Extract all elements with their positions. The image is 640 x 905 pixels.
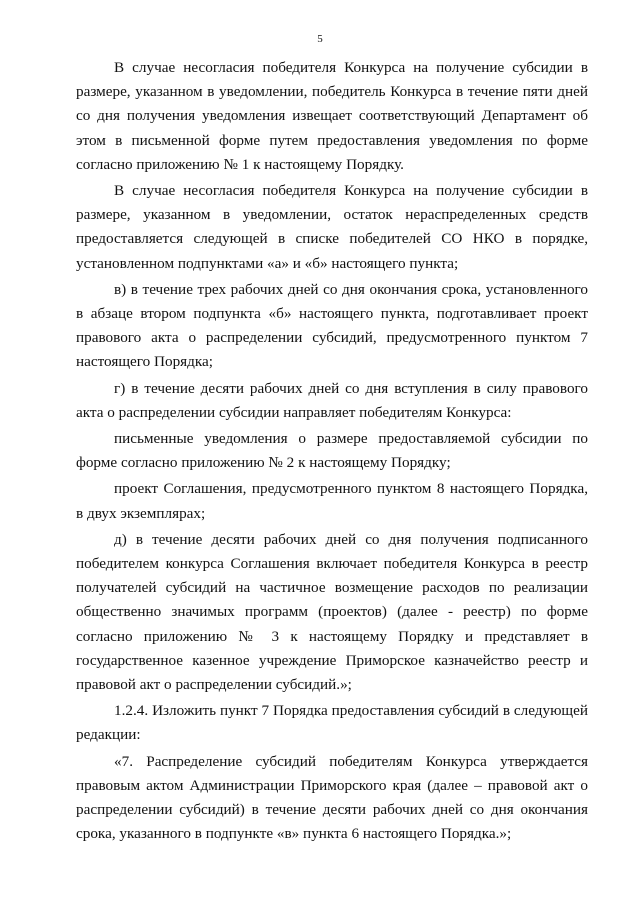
paragraph: г) в течение десяти рабочих дней со дня вступления в силу правового акта о распределении субсидии направляет победителям Конкурса: (76, 379, 588, 421)
paragraph: 1.2.4. Изложить пункт 7 Порядка предоставления субсидий в следующей редакции: (76, 702, 588, 744)
paragraph: в) в течение трех рабочих дней со дня окончания срока, установленного в абзаце втором подпункта «б» настоящего пункта, подготавливает проект правового акта о распределении субсидий, предусмотренного пунктом 7 настоящего Порядка; (76, 280, 588, 371)
paragraph: проект Соглашения, предусмотренного пунктом 8 настоящего Порядка, в двух экземплярах; (76, 480, 588, 522)
paragraph: письменные уведомления о размере предоставляемой субсидии по форме согласно приложению № 2 к настоящему Порядку; (76, 430, 588, 472)
page-number: 5 (317, 33, 323, 45)
paragraph: В случае несогласия победителя Конкурса на получение субсидии в размере, указанном в уведомлении, победитель Конкурса в течение пяти дней со дня получения уведомления извещает соответствующий Департамент об этом в письменной форме путем предоставления уведомления по форме согласно приложению № 1 к настоящему Порядку. (76, 59, 588, 173)
paragraph: В случае несогласия победителя Конкурса на получение субсидии в размере, указанном в уведомлении, остаток нераспределенных средств предоставляется следующей в списке победителей СО НКО в порядке, установленном подпунктами «а» и «б» настоящего пункта; (76, 182, 588, 272)
paragraph: «7. Распределение субсидий победителям Конкурса утверждается правовым актом Администрации Приморского края (далее – правовой акт о распределении субсидий) в течение десяти рабочих дней со дня окончания срока, указанного в подпункте «в» пункта 6 настоящего Порядка.»; (76, 752, 588, 843)
paragraph: д) в течение десяти рабочих дней со дня получения подписанного победителем конкурса Соглашения включает победителя Конкурса в реестр получателей субсидий на частичное возмещение расходов по реализации общественно значимых программ (проектов) (далее - реестр) по форме согласно приложению № 3 к настоящему Порядку и представляет в государственное казенное учреждение Приморское казначейство реестр и правовой акт о распределении субсидий.»; (76, 530, 588, 694)
document-body (76, 56, 588, 847)
